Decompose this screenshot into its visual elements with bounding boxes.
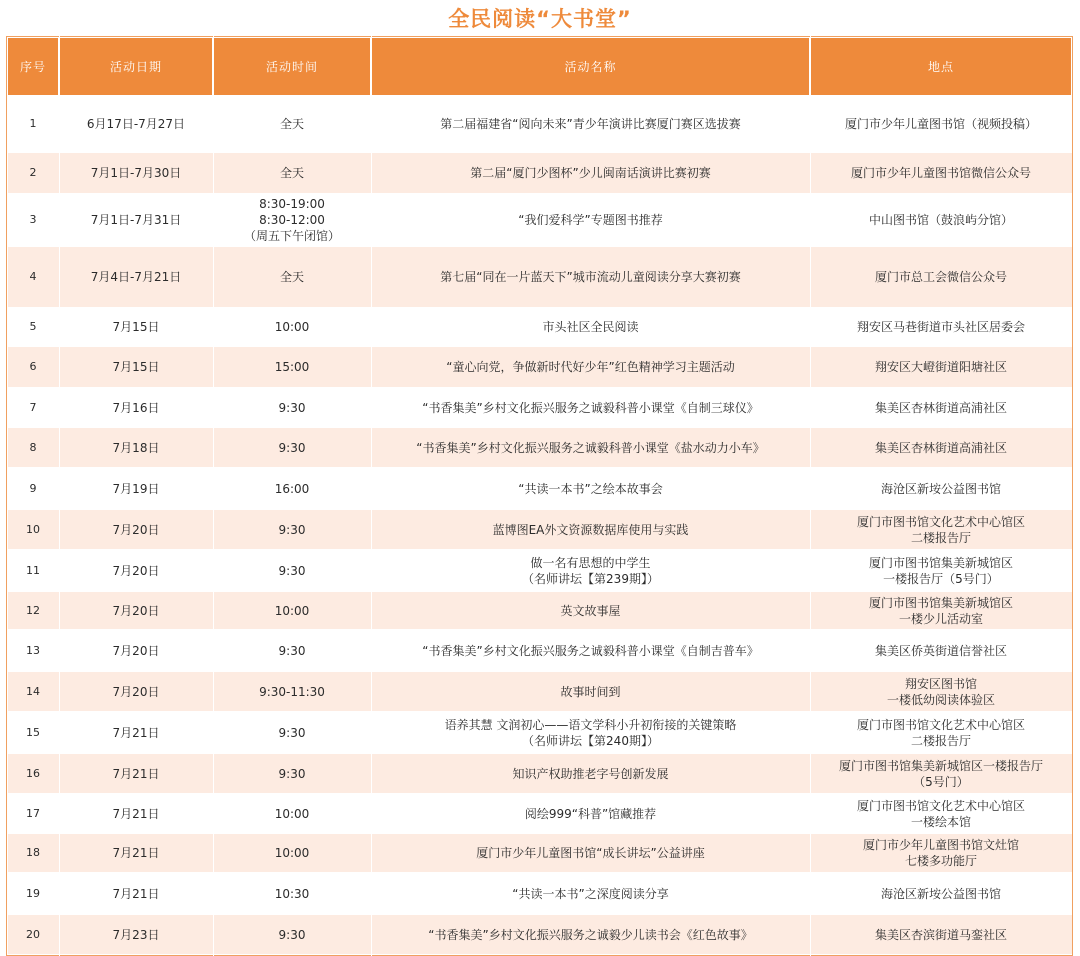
cell-location — [811, 97, 1071, 151]
cell-no-line: 14 — [26, 684, 40, 698]
cell-date-line: 7月20日 — [112, 603, 160, 618]
cell-time — [214, 97, 370, 151]
cell-location — [811, 389, 1071, 426]
cell-date — [60, 510, 212, 549]
cell-date — [60, 592, 212, 629]
cell-date-line: 7月4日-7月21日 — [90, 270, 182, 284]
cell-activity-name — [372, 347, 809, 387]
cell-no — [8, 834, 58, 872]
cell-date — [60, 713, 212, 752]
cell-date — [60, 754, 212, 793]
cell-location-line: 翔安区大嶝街道阳塘社区 — [874, 360, 1007, 374]
cell-date-line: 7月20日 — [112, 684, 160, 699]
cell-activity-name-line: “书香集美”乡村文化振兴服务之诚毅科普小课堂《自制三球仪》 — [422, 400, 759, 415]
cell-activity-name — [372, 713, 809, 752]
cell-date-line: 7月21日 — [112, 846, 160, 860]
cell-time-line: 全天 — [279, 117, 304, 131]
cell-location-line: 一楼低幼阅读体验区 — [886, 692, 995, 707]
cell-no — [8, 428, 58, 467]
cell-location — [811, 428, 1071, 467]
cell-date — [60, 153, 212, 193]
cell-location-line: 厦门市少年儿童图书馆文灶馆 — [862, 838, 1019, 852]
cell-location — [811, 551, 1071, 590]
cell-location-line: 翔安区马巷街道市头社区居委会 — [856, 320, 1025, 334]
cell-no-line: 13 — [26, 643, 40, 657]
cell-activity-name — [372, 428, 809, 467]
cell-no-line: 16 — [26, 766, 40, 780]
column-header-name: 活动名称 — [372, 38, 809, 95]
table-row — [8, 592, 1072, 629]
cell-no-line: 1 — [29, 117, 37, 130]
cell-location-line: 厦门市少年儿童图书馆（视频投稿） — [844, 117, 1037, 131]
cell-date — [60, 915, 212, 954]
cell-no-line: 5 — [29, 320, 37, 333]
cell-date-line: 7月21日 — [112, 766, 160, 781]
cell-activity-name-line: “共读一本书”之深度阅读分享 — [512, 886, 669, 901]
column-divider — [810, 36, 811, 956]
cell-activity-name-line: 第二届“厦门少图杯”少儿闽南话演讲比赛初赛 — [470, 166, 711, 180]
cell-date-line: 7月15日 — [112, 320, 160, 334]
cell-activity-name — [372, 97, 809, 151]
cell-location-line: 厦门市图书馆集美新城馆区一楼报告厅 — [838, 758, 1043, 773]
column-divider — [213, 36, 214, 956]
cell-time — [214, 510, 370, 549]
cell-activity-name — [372, 195, 809, 245]
cell-no-line: 11 — [26, 563, 40, 577]
cell-time — [214, 428, 370, 467]
table-row — [8, 195, 1072, 245]
cell-location-line: 厦门市图书馆集美新城馆区 — [868, 595, 1013, 610]
cell-date-line: 7月20日 — [112, 522, 160, 537]
cell-date — [60, 795, 212, 832]
cell-no — [8, 510, 58, 549]
cell-activity-name-line: 第二届福建省“阅向未来”青少年演讲比赛厦门赛区选拔赛 — [440, 117, 741, 131]
cell-no-line: 19 — [26, 886, 40, 900]
cell-location — [811, 834, 1071, 872]
cell-activity-name — [372, 551, 809, 590]
cell-location-line: 海沧区新垵公益图书馆 — [880, 481, 1001, 496]
cell-date-line: 6月17日-7月27日 — [86, 117, 186, 131]
cell-time-line: 10:00 — [274, 846, 310, 860]
cell-time-line: 全天 — [279, 270, 304, 284]
table-row — [8, 153, 1072, 193]
cell-date-line: 7月21日 — [112, 886, 160, 901]
cell-no-line: 4 — [29, 270, 37, 283]
cell-date-line: 7月1日-7月30日 — [90, 166, 182, 180]
cell-date — [60, 389, 212, 426]
cell-activity-name-line: 做一名有思想的中学生 — [530, 555, 651, 570]
cell-time — [214, 713, 370, 752]
cell-date — [60, 834, 212, 872]
cell-activity-name-line: 蓝博图EA外文资源数据库使用与实践 — [492, 522, 689, 537]
cell-date — [60, 247, 212, 307]
cell-location-line: 集美区杏林街道高浦社区 — [874, 440, 1007, 455]
cell-date — [60, 874, 212, 913]
cell-activity-name — [372, 672, 809, 711]
cell-no — [8, 551, 58, 590]
cell-activity-name — [372, 510, 809, 549]
cell-location-line: 七楼多功能厅 — [904, 854, 977, 868]
table-row — [8, 834, 1072, 872]
cell-date-line: 7月18日 — [112, 440, 160, 455]
cell-no-line: 6 — [29, 360, 37, 373]
cell-date — [60, 309, 212, 345]
column-divider — [371, 36, 372, 956]
table-row — [8, 247, 1072, 307]
column-header-date: 活动日期 — [60, 38, 212, 95]
cell-time-line: 9:30 — [278, 440, 306, 455]
cell-time-line: 10:30 — [274, 886, 310, 901]
cell-no — [8, 309, 58, 345]
cell-no — [8, 795, 58, 832]
cell-no-line: 12 — [26, 603, 40, 617]
cell-no-line: 20 — [26, 927, 40, 941]
cell-no — [8, 389, 58, 426]
cell-time-line: （周五下午闭馆） — [243, 229, 340, 243]
cell-time — [214, 915, 370, 954]
cell-time — [214, 672, 370, 711]
cell-activity-name — [372, 469, 809, 508]
cell-location-line: 集美区杏滨街道马銮社区 — [874, 927, 1007, 942]
cell-time-line: 9:30 — [278, 400, 306, 415]
cell-time-line: 全天 — [279, 166, 304, 180]
cell-location-line: 厦门市总工会微信公众号 — [874, 270, 1007, 284]
cell-date-line: 7月1日-7月31日 — [90, 213, 182, 227]
cell-time — [214, 795, 370, 832]
cell-activity-name — [372, 754, 809, 793]
table-row — [8, 795, 1072, 832]
cell-no-line: 7 — [29, 400, 37, 414]
table-row — [8, 309, 1072, 345]
cell-time-line: 9:30 — [278, 522, 306, 537]
cell-location-line: 厦门市少年儿童图书馆微信公众号 — [850, 166, 1031, 180]
cell-time — [214, 874, 370, 913]
cell-date-line: 7月15日 — [112, 360, 160, 374]
cell-activity-name-line: 知识产权助推老字号创新发展 — [512, 766, 669, 781]
cell-date — [60, 347, 212, 387]
cell-date — [60, 631, 212, 670]
cell-location-line: 厦门市图书馆文化艺术中心馆区 — [856, 798, 1025, 813]
cell-activity-name-line: “童心向党，争做新时代好少年”红色精神学习主题活动 — [446, 360, 735, 374]
table-row — [8, 874, 1072, 913]
cell-time — [214, 389, 370, 426]
cell-no — [8, 97, 58, 151]
cell-location-line: 一楼少儿活动室 — [898, 611, 983, 626]
cell-date — [60, 469, 212, 508]
cell-time-line: 9:30 — [278, 725, 306, 740]
cell-time — [214, 347, 370, 387]
cell-time — [214, 754, 370, 793]
column-header-place: 地点 — [811, 38, 1071, 95]
cell-date — [60, 672, 212, 711]
cell-no-line: 2 — [29, 166, 37, 179]
cell-location — [811, 347, 1071, 387]
cell-location-line: 集美区侨英街道信誉社区 — [874, 643, 1007, 658]
cell-date-line: 7月16日 — [112, 400, 160, 415]
cell-no — [8, 672, 58, 711]
cell-activity-name-line: 第七届“同在一片蓝天下”城市流动儿童阅读分享大赛初赛 — [440, 270, 741, 284]
cell-no-line: 9 — [29, 481, 37, 495]
cell-location — [811, 915, 1071, 954]
cell-time — [214, 551, 370, 590]
cell-time-line: 9:30 — [278, 766, 306, 781]
cell-time — [214, 309, 370, 345]
cell-location — [811, 309, 1071, 345]
cell-no — [8, 592, 58, 629]
cell-time — [214, 153, 370, 193]
cell-activity-name — [372, 834, 809, 872]
cell-location — [811, 795, 1071, 832]
table-row — [8, 672, 1072, 711]
table-row — [8, 713, 1072, 752]
table-row — [8, 551, 1072, 590]
column-divider — [59, 36, 60, 956]
cell-activity-name-line: 语养其慧 文润初心——语文学科小升初衔接的关键策略 — [444, 717, 737, 732]
table-row — [8, 97, 1072, 151]
cell-location-line: 一楼报告厅（5号门） — [883, 571, 999, 586]
cell-time — [214, 195, 370, 245]
cell-location — [811, 672, 1071, 711]
cell-activity-name-line: 市头社区全民阅读 — [542, 320, 639, 334]
cell-location-line: 厦门市图书馆集美新城馆区 — [868, 555, 1013, 570]
cell-activity-name-line: 厦门市少年儿童图书馆“成长讲坛”公益讲座 — [476, 846, 705, 860]
column-header-time: 活动时间 — [214, 38, 370, 95]
cell-activity-name-line: 英文故事屋 — [560, 603, 621, 618]
cell-no — [8, 347, 58, 387]
cell-location-line: 集美区杏林街道高浦社区 — [874, 400, 1007, 415]
cell-location — [811, 195, 1071, 245]
cell-time-line: 8:30-12:00 — [259, 213, 325, 227]
cell-activity-name — [372, 915, 809, 954]
cell-activity-name-line: （名师讲坛【第240期】） — [522, 733, 659, 748]
cell-location-line: （5号门） — [913, 774, 969, 789]
cell-activity-name-line: “书香集美”乡村文化振兴服务之诚毅少儿读书会《红色故事》 — [428, 927, 753, 942]
cell-location — [811, 874, 1071, 913]
table-row — [8, 389, 1072, 426]
cell-date — [60, 97, 212, 151]
cell-date — [60, 195, 212, 245]
cell-no — [8, 874, 58, 913]
table-row — [8, 754, 1072, 793]
cell-no — [8, 754, 58, 793]
cell-time-line: 9:30 — [278, 563, 306, 578]
cell-date-line: 7月19日 — [112, 481, 160, 496]
cell-activity-name-line: “我们爱科学”专题图书推荐 — [518, 213, 663, 227]
cell-location-line: 一楼绘本馆 — [910, 814, 971, 829]
column-header-no: 序号 — [8, 38, 58, 95]
page-title: 全民阅读“大书堂” — [448, 7, 632, 31]
cell-time-line: 9:30-11:30 — [259, 684, 325, 699]
cell-location — [811, 469, 1071, 508]
cell-activity-name-line: 阅绘999“科普”馆藏推荐 — [524, 806, 657, 821]
cell-time-line: 15:00 — [274, 360, 310, 374]
cell-date-line: 7月21日 — [112, 725, 160, 740]
cell-no — [8, 713, 58, 752]
cell-activity-name — [372, 795, 809, 832]
cell-time-line: 10:00 — [274, 603, 310, 618]
cell-no-line: 8 — [29, 440, 37, 454]
cell-time-line: 9:30 — [278, 643, 306, 658]
cell-location — [811, 247, 1071, 307]
cell-location — [811, 754, 1071, 793]
cell-activity-name-line: “书香集美”乡村文化振兴服务之诚毅科普小课堂《盐水动力小车》 — [416, 440, 765, 455]
cell-activity-name — [372, 874, 809, 913]
cell-time — [214, 469, 370, 508]
cell-time — [214, 631, 370, 670]
cell-time — [214, 834, 370, 872]
cell-time-line: 8:30-19:00 — [259, 197, 325, 211]
cell-no — [8, 195, 58, 245]
cell-location-line: 厦门市图书馆文化艺术中心馆区 — [856, 514, 1025, 529]
cell-location-line: 厦门市图书馆文化艺术中心馆区 — [856, 717, 1025, 732]
cell-location-line: 中山图书馆（鼓浪屿分馆） — [868, 213, 1013, 227]
cell-location-line: 翔安区图书馆 — [904, 676, 977, 691]
cell-activity-name-line: “书香集美”乡村文化振兴服务之诚毅科普小课堂《自制吉普车》 — [422, 643, 759, 658]
table-row — [8, 915, 1072, 954]
cell-date-line: 7月20日 — [112, 643, 160, 658]
cell-activity-name — [372, 153, 809, 193]
cell-activity-name — [372, 592, 809, 629]
cell-date — [60, 428, 212, 467]
cell-location — [811, 713, 1071, 752]
cell-date — [60, 551, 212, 590]
cell-time-line: 10:00 — [274, 806, 310, 821]
cell-location — [811, 592, 1071, 629]
cell-activity-name — [372, 631, 809, 670]
cell-time — [214, 247, 370, 307]
cell-location — [811, 631, 1071, 670]
cell-time — [214, 592, 370, 629]
table-row — [8, 347, 1072, 387]
cell-no — [8, 153, 58, 193]
table-row — [8, 631, 1072, 670]
cell-location-line: 二楼报告厅 — [910, 733, 971, 748]
cell-activity-name — [372, 309, 809, 345]
cell-activity-name — [372, 389, 809, 426]
cell-date-line: 7月20日 — [112, 563, 160, 578]
cell-time-line: 16:00 — [274, 481, 310, 496]
cell-date-line: 7月21日 — [112, 806, 160, 821]
cell-activity-name — [372, 247, 809, 307]
cell-time-line: 10:00 — [274, 320, 310, 334]
cell-time-line: 9:30 — [278, 927, 306, 942]
cell-no-line: 15 — [26, 725, 40, 739]
table-row — [8, 510, 1072, 549]
cell-location-line: 二楼报告厅 — [910, 530, 971, 545]
cell-location — [811, 153, 1071, 193]
cell-activity-name-line: （名师讲坛【第239期】） — [522, 571, 659, 586]
cell-location-line: 海沧区新垵公益图书馆 — [880, 886, 1001, 901]
cell-no-line: 3 — [29, 213, 37, 226]
cell-activity-name-line: “共读一本书”之绘本故事会 — [518, 481, 663, 496]
table-row — [8, 469, 1072, 508]
cell-date-line: 7月23日 — [112, 927, 160, 942]
cell-no-line: 18 — [26, 846, 40, 859]
cell-no-line: 17 — [26, 806, 40, 820]
cell-no — [8, 469, 58, 508]
cell-activity-name-line: 故事时间到 — [560, 684, 621, 699]
cell-location — [811, 510, 1071, 549]
table-row — [8, 428, 1072, 467]
cell-no — [8, 915, 58, 954]
cell-no-line: 10 — [26, 522, 40, 536]
cell-no — [8, 631, 58, 670]
cell-no — [8, 247, 58, 307]
